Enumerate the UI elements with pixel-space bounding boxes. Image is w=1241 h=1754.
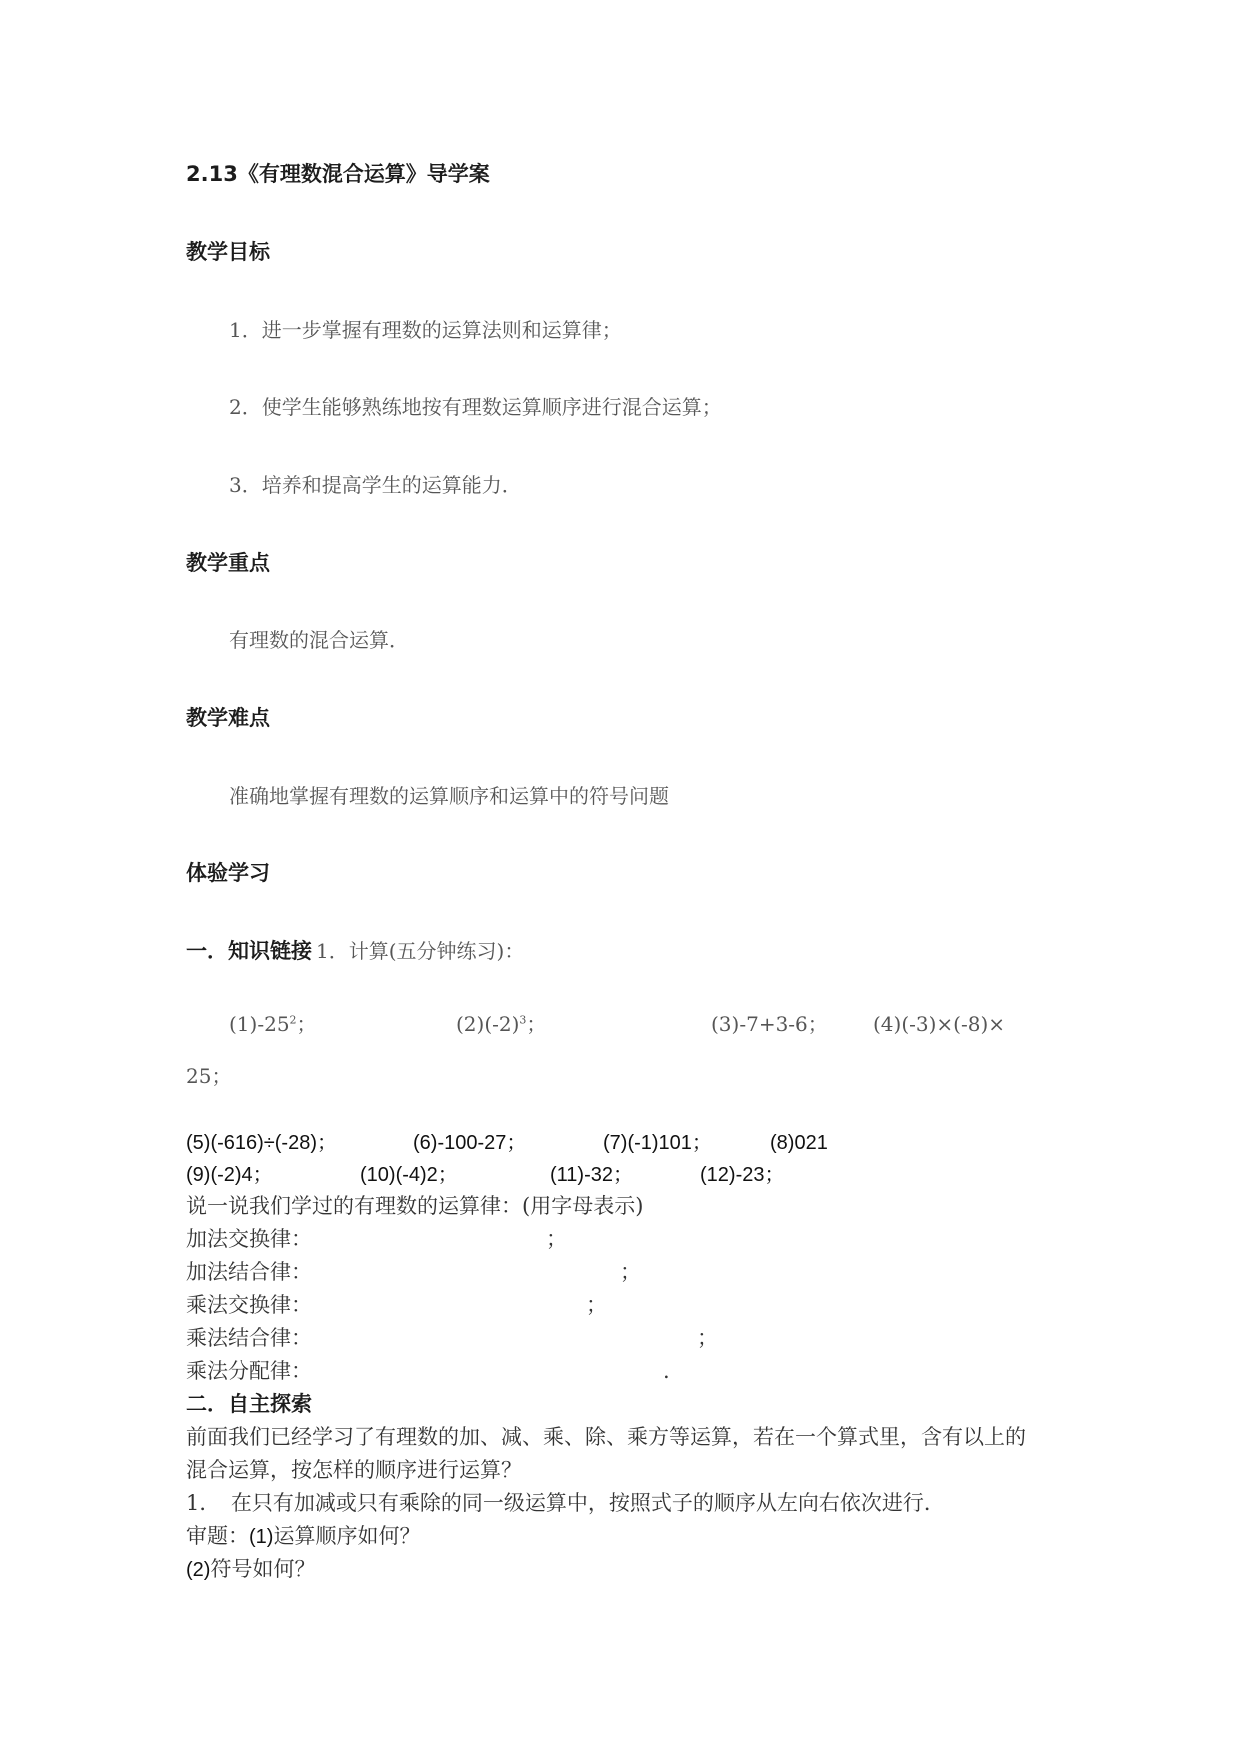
law-add-commutative-label: 加法交换律： xyxy=(186,1227,312,1251)
exercise-7: (7)(-1)101； xyxy=(603,1132,712,1154)
experience-heading: 体验学习 xyxy=(186,861,270,885)
objective-item-3: 3．培养和提高学生的运算能力． xyxy=(229,473,522,497)
difficulty-text: 准确地掌握有理数的运算顺序和运算中的符号问题 xyxy=(229,784,669,808)
law-distributive-label: 乘法分配律： xyxy=(186,1359,312,1383)
law-distributive-end: . xyxy=(663,1359,670,1383)
objectives-heading: 教学目标 xyxy=(186,240,270,264)
section2-heading: 二．自主探索 xyxy=(186,1392,312,1416)
difficulty-heading: 教学难点 xyxy=(186,706,270,730)
section2-paragraph-line-1: 前面我们已经学习了有理数的加、减、乘、除、乘方等运算，若在一个算式里，含有以上的 xyxy=(186,1425,1026,1449)
review-question-1: 审题：(1)运算顺序如何？ xyxy=(186,1524,421,1548)
exercise-3: (3)-7+3-6； xyxy=(711,1012,828,1036)
section1-heading: 一．知识链接 xyxy=(186,939,312,963)
exercise-5: (5)(-616)÷(-28)； xyxy=(186,1132,337,1154)
section1-heading-line xyxy=(186,941,524,962)
key-point-heading: 教学重点 xyxy=(186,551,270,575)
exercise-1: $(1)-25^2$； xyxy=(229,1012,317,1036)
law-add-associative-end: ； xyxy=(620,1260,641,1284)
page-title: 2.13《有理数混合运算》导学案 xyxy=(186,162,490,186)
law-mul-commutative-label: 乘法交换律： xyxy=(186,1293,312,1317)
exercise-4-continued: 25； xyxy=(186,1064,232,1088)
exercise-4: (4)(-3)×(-8)× xyxy=(873,1012,1006,1036)
section1-task: 1．计算(五分钟练习)： xyxy=(316,939,525,963)
law-mul-associative-label: 乘法结合律： xyxy=(186,1326,312,1350)
review-question-2: (2)符号如何？ xyxy=(186,1557,316,1581)
exercise-10: (10)(-4)2； xyxy=(360,1164,458,1186)
key-point-text: 有理数的混合运算． xyxy=(229,628,409,652)
exercise-6: (6)-100-27； xyxy=(413,1132,527,1154)
laws-prompt: 说一说我们学过的有理数的运算律：(用字母表示) xyxy=(186,1194,644,1218)
law-mul-associative-end: ； xyxy=(697,1326,718,1350)
law-add-associative-label: 加法结合律： xyxy=(186,1260,312,1284)
exercise-8: (8)021 xyxy=(770,1132,828,1154)
section2-paragraph-line-2: 混合运算，按怎样的顺序进行运算？ xyxy=(186,1458,522,1482)
section2-rule-1: 1． 在只有加减或只有乘除的同一级运算中，按照式子的顺序从左向右依次进行． xyxy=(186,1491,945,1515)
exercise-11: (11)-32； xyxy=(550,1164,633,1186)
law-mul-commutative-end: ； xyxy=(586,1293,607,1317)
objective-item-2: 2．使学生能够熟练地按有理数运算顺序进行混合运算； xyxy=(229,395,722,419)
exercise-9: (9)(-2)4； xyxy=(186,1164,273,1186)
exercise-2: $(2)(-2)^3$； xyxy=(456,1012,547,1036)
exercise-12: (12)-23； xyxy=(700,1164,785,1186)
objective-item-1: 1．进一步掌握有理数的运算法则和运算律； xyxy=(229,318,622,342)
law-add-commutative-end: ； xyxy=(546,1227,567,1251)
